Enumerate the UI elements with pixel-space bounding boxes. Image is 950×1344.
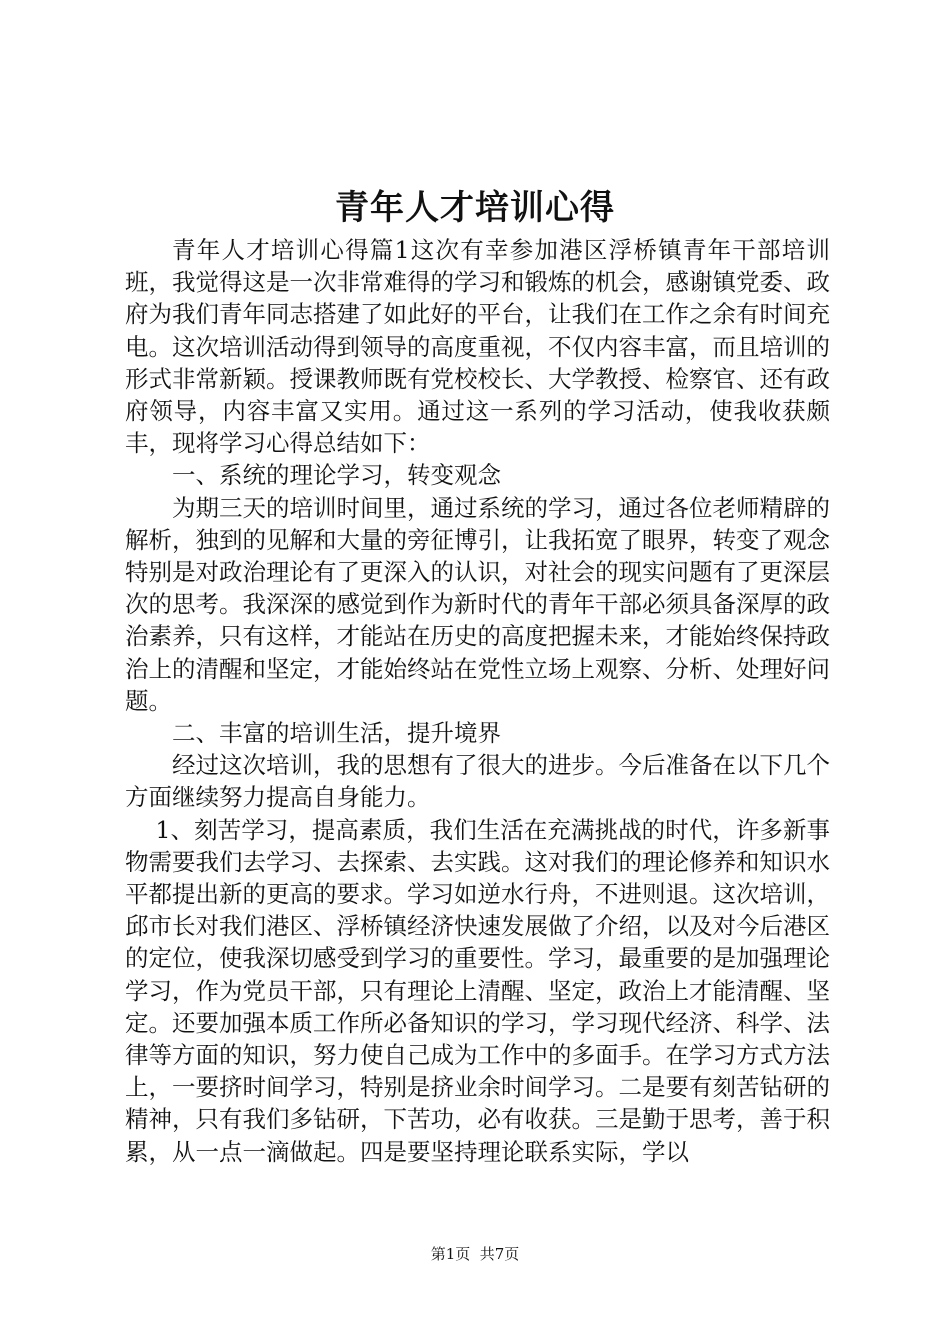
paragraph-section-1: 为期三天的培训时间里，通过系统的学习，通过各位老师精辟的解析，独到的见解和大量的旁征博引，让我拓宽了眼界，转变了观念特别是对政治理论有了更深入的认识，对社会的现实问题有了更深层次的思考。我深深的感觉到作为新时代的青年干部必须具备深厚的政治素养，只有这样，才能站在历史的高度把握未来，才能始终保持政治上的清醒和坚定，才能始终站在党性立场上观察、分析、处理好问题。 (125, 493, 830, 715)
paragraph-section-2: 经过这次培训，我的思想有了很大的进步。今后准备在以下几个方面继续努力提高自身能力。 (125, 751, 830, 812)
section-heading-2: 二、丰富的培训生活，提升境界 (172, 719, 501, 748)
paragraph-item-1: 1、刻苦学习，提高素质，我们生活在充满挑战的时代，许多新事物需要我们去学习、去探索、去实践。这对我们的理论修养和知识水平都提出新的更高的要求。学习如逆水行舟，不进则退。这次培训，邱市长对我们港区、浮桥镇经济快速发展做了介绍，以及对今后港区的定位，使我深切感受到学习的重要性。学习，最重要的是加强理论学习，作为党员干部，只有理论上清醒、坚定，政治上才能清醒、坚定。还要加强本质工作所必备知识的学习，学习现代经济、科学、法律等方面的知识，努力使自己成为工作中的多面手。在学习方式方法上，一要挤时间学习，特别是挤业余时间学习。二是要有刻苦钻研的精神，只有我们多钻研，下苦功，必有收获。三是勤于思考，善于积累，从一点一滴做起。四是要坚持理论联系实际，学以 (125, 815, 830, 1166)
page-title: 青年人才培训心得 (335, 188, 615, 228)
page-number-footer: 第1页 共7页 (430, 1245, 520, 1263)
document-body (125, 234, 830, 1168)
paragraph-intro: 青年人才培训心得篇1这次有幸参加港区浮桥镇青年干部培训班，我觉得这是一次非常难得的学习和锻炼的机会，感谢镇党委、政府为我们青年同志搭建了如此好的平台，让我们在工作之余有时间充电。这次培训活动得到领导的高度重视，不仅内容丰富，而且培训的形式非常新颖。授课教师既有党校校长、大学教授、检察官、还有政府领导，内容丰富又实用。通过这一系列的学习活动，使我收获颇丰，现将学习心得总结如下： (125, 236, 830, 458)
section-heading-1: 一、系统的理论学习，转变观念 (172, 461, 501, 490)
